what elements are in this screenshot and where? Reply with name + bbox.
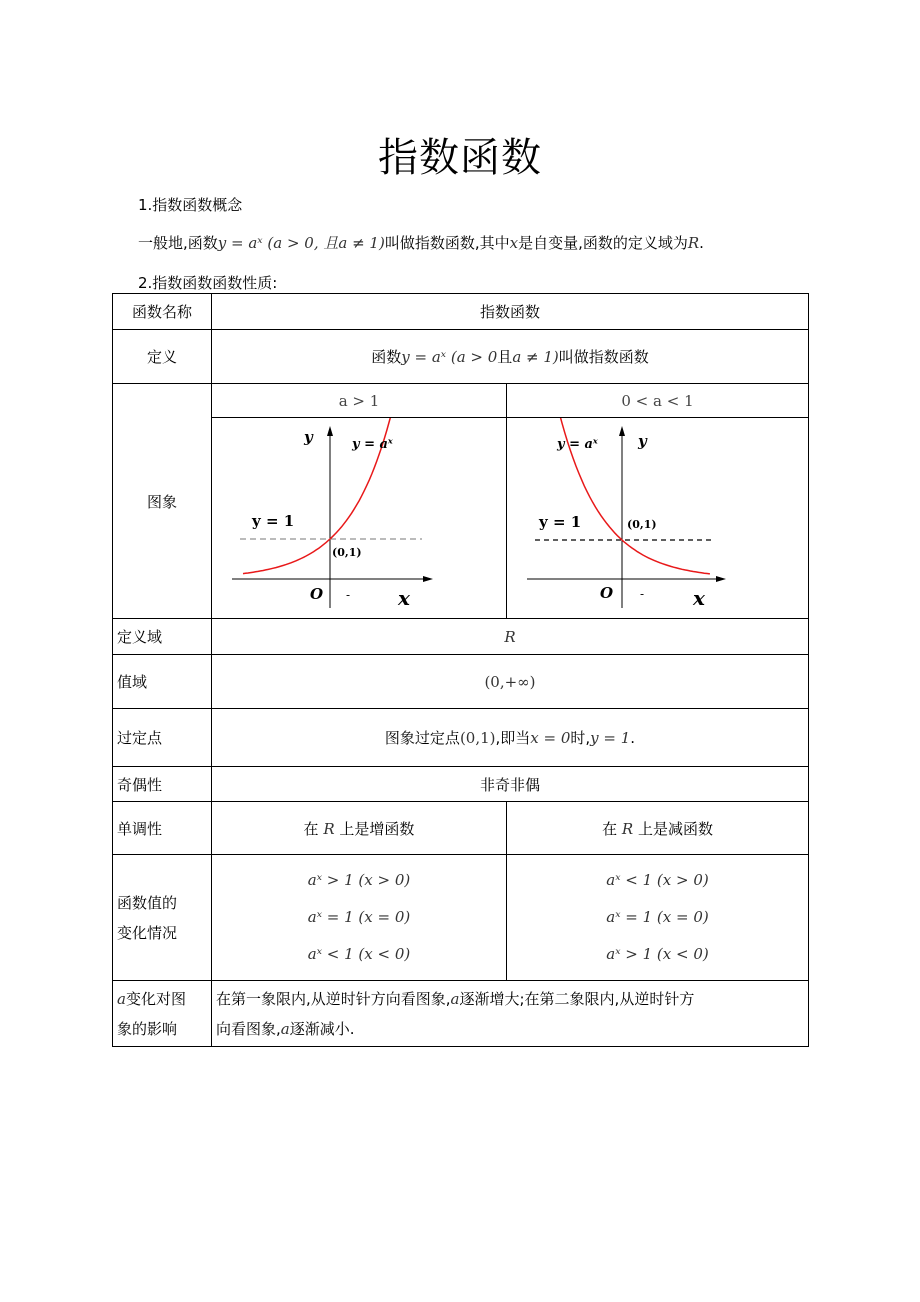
- graph-left-title: a > 1: [212, 384, 507, 418]
- curve-label: y = aˣ: [557, 437, 598, 452]
- value-change-line: aˣ > 1 (x > 0): [307, 871, 411, 889]
- fixed-eq-x: x = 0: [530, 729, 571, 747]
- function-name-value: 指数函数: [212, 294, 809, 330]
- table-row: [113, 619, 809, 655]
- monotonicity-right: [507, 802, 809, 855]
- table-row: [113, 330, 809, 384]
- table-row: [113, 294, 809, 330]
- fixed-text: .: [630, 729, 636, 747]
- table-row: [113, 855, 809, 981]
- value-change-right: [507, 855, 809, 981]
- y-axis-arrow-icon: [327, 426, 333, 436]
- curve-label: y = aˣ: [352, 437, 393, 452]
- value-change-line: aˣ = 1 (x = 0): [606, 908, 709, 926]
- definition-formula: y = aˣ (a > 0: [401, 348, 498, 366]
- row-label-monotonicity: 单调性: [113, 802, 212, 855]
- value-change-line: aˣ = 1 (x = 0): [307, 908, 411, 926]
- origin-label: O: [310, 585, 324, 603]
- value-change-left: [212, 855, 507, 981]
- fixed-text: ,即当: [495, 729, 531, 747]
- y-axis-label: y: [304, 428, 313, 446]
- row-label-value-change: [113, 855, 212, 981]
- value-change-line: aˣ < 1 (x < 0): [307, 945, 411, 963]
- origin-label: O: [600, 584, 614, 602]
- row-label-domain: 定义域: [113, 619, 212, 655]
- def-domain: R: [687, 234, 700, 252]
- definition-formula: a ≠ 1): [512, 348, 559, 366]
- x-axis-arrow-icon: [423, 576, 433, 582]
- def-mid2: 是自变量,函数的定义域为: [518, 234, 688, 252]
- mono-R: R: [323, 819, 335, 838]
- table-row: [113, 655, 809, 709]
- table-row: [113, 802, 809, 855]
- section-1-heading: 1.指数函数概念: [138, 196, 243, 214]
- definition-text: 叫做指数函数: [558, 348, 649, 366]
- def-variable: x: [509, 234, 519, 252]
- mono-text: 上是增函数: [339, 819, 415, 838]
- properties-table: [112, 293, 809, 1047]
- graph-decreasing: [507, 418, 809, 614]
- def-formula: y = aˣ (a > 0, 且a ≠ 1): [217, 234, 385, 252]
- graph-left-cell: [212, 418, 507, 619]
- x-axis-label: x: [693, 586, 705, 610]
- graph-right-title: 0 < a < 1: [507, 384, 809, 418]
- def-prefix: 一般地,函数: [138, 234, 218, 252]
- table-row: [113, 384, 809, 418]
- range-value: (0,+∞): [212, 655, 809, 709]
- point-label: (0,1): [627, 518, 657, 531]
- row-label-graph: 图象: [113, 384, 212, 619]
- tick-dash: -: [346, 588, 351, 602]
- y-axis-arrow-icon: [619, 426, 625, 436]
- definition-paragraph: [138, 232, 704, 253]
- point-label: (0,1): [332, 546, 362, 559]
- page-title: 指数函数: [378, 135, 542, 181]
- horizontal-line-label: y = 1: [252, 512, 295, 530]
- row-label-fixed-point: 过定点: [113, 709, 212, 767]
- a-symbol: a: [117, 989, 126, 1008]
- effect-text: 逐渐增大;在第二象限内,从逆时针方: [459, 989, 695, 1008]
- label-line: 象的影响: [117, 1019, 178, 1038]
- definition-value: [212, 330, 809, 384]
- def-mid: 叫做指数函数,其中: [384, 234, 510, 252]
- a-effect-value: [212, 981, 809, 1047]
- value-change-line: aˣ < 1 (x > 0): [606, 871, 709, 889]
- definition-text: 且: [497, 348, 513, 366]
- monotonicity-left: [212, 802, 507, 855]
- a-symbol: a: [450, 989, 460, 1008]
- mono-text: 在: [602, 819, 618, 838]
- label-line: 函数值的: [117, 893, 178, 912]
- parity-value: 非奇非偶: [212, 767, 809, 802]
- row-label-a-effect: [113, 981, 212, 1047]
- graph-increasing: [212, 418, 507, 614]
- tick-dash: -: [640, 587, 645, 601]
- horizontal-line-label: y = 1: [539, 513, 582, 531]
- mono-R: R: [621, 819, 634, 838]
- effect-text: 逐渐减小.: [289, 1019, 355, 1038]
- table-row: [113, 981, 809, 1047]
- graph-right-cell: [507, 418, 809, 619]
- effect-text: 向看图象,: [216, 1019, 281, 1038]
- row-label-range: 值域: [113, 655, 212, 709]
- table-row: [113, 767, 809, 802]
- row-label-parity: 奇偶性: [113, 767, 212, 802]
- mono-text: 在: [303, 819, 319, 838]
- section-2-heading: 2.指数函数函数性质:: [138, 274, 278, 292]
- row-label-name: 函数名称: [113, 294, 212, 330]
- table-row: [113, 709, 809, 767]
- def-end: .: [699, 234, 704, 252]
- a-symbol: a: [280, 1019, 290, 1038]
- fixed-point: (0,1): [459, 729, 496, 747]
- definition-text: 函数: [371, 348, 402, 366]
- fixed-point-value: [212, 709, 809, 767]
- effect-text: 在第一象限内,从逆时针方向看图象,: [216, 989, 451, 1008]
- row-label-definition: 定义: [113, 330, 212, 384]
- domain-value: R: [212, 619, 809, 655]
- label-line: 变化情况: [117, 923, 178, 942]
- fixed-text: 图象过定点: [384, 729, 460, 747]
- label-line: 变化对图: [125, 989, 186, 1008]
- mono-text: 上是减函数: [637, 819, 713, 838]
- table-row: [113, 418, 809, 619]
- y-axis-label: y: [638, 432, 647, 450]
- x-axis-label: x: [398, 586, 410, 610]
- value-change-line: aˣ > 1 (x < 0): [606, 945, 709, 963]
- x-axis-arrow-icon: [716, 576, 726, 582]
- fixed-eq-y: y = 1: [590, 729, 631, 747]
- fixed-text: 时,: [570, 729, 591, 747]
